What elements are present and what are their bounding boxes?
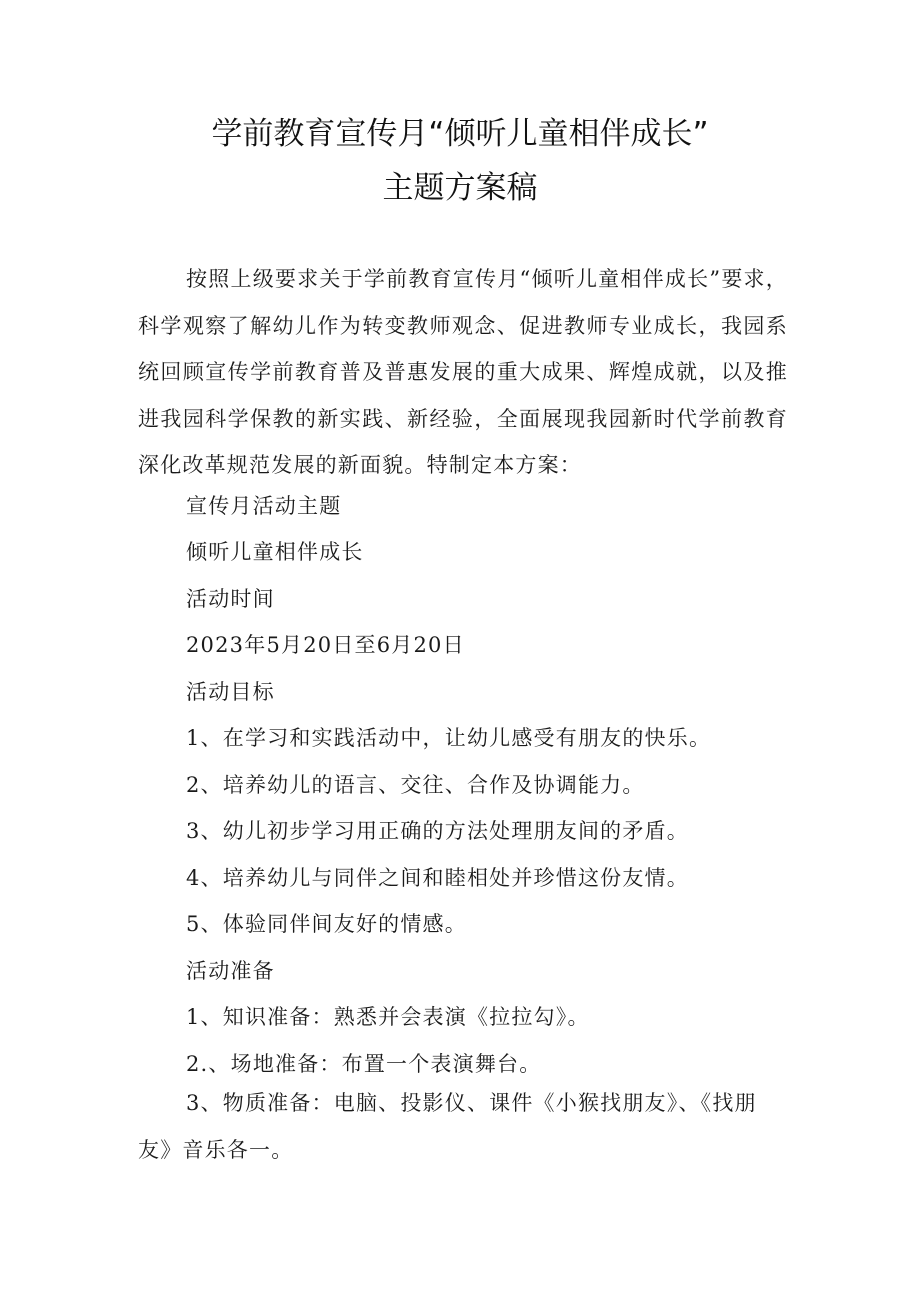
prep-heading: 活动准备 xyxy=(186,959,275,983)
goals-heading: 活动目标 xyxy=(186,680,275,704)
goal-item: 2、培养幼儿的语言、交往、合作及协调能力。 xyxy=(186,773,645,797)
goal-item: 4、培养幼儿与同伴之间和睦相处并珍惜这份友情。 xyxy=(186,866,689,890)
goal-item: 5、体验同伴间友好的情感。 xyxy=(186,912,467,936)
time-heading: 活动时间 xyxy=(186,587,275,611)
document-title-line-1: 学前教育宣传月“倾听儿童相伴成长” xyxy=(211,116,709,152)
theme-heading: 宣传月活动主题 xyxy=(186,494,342,518)
theme-value: 倾听儿童相伴成长 xyxy=(186,540,364,564)
prep-item: 1、知识准备：熟悉并会表演《拉拉勾》。 xyxy=(186,1005,590,1029)
intro-paragraph: 按照上级要求关于学前教育宣传月“倾听儿童相伴成长”要求，科学观察了解幼儿作为转变教师观念、促进教师专业成长，我园系统回顾宣传学前教育普及普惠发展的重大成果、辉煌成就，以及推进我园科学保教的新实践、新经验，全面展现我园新时代学前教育深化改革规范发展的新面貌。特制定本方案： xyxy=(138,267,788,477)
time-value: 2023年5月20日至6月20日 xyxy=(186,633,465,657)
goal-item: 3、幼儿初步学习用正确的方法处理朋友间的矛盾。 xyxy=(186,819,689,843)
goal-item: 1、在学习和实践活动中，让幼儿感受有朋友的快乐。 xyxy=(186,726,712,750)
prep-item: 2.、场地准备：布置一个表演舞台。 xyxy=(186,1052,542,1076)
prep-item: 3、物质准备：电脑、投影仪、课件《小猴找朋友》、《找朋友》音乐各一。 xyxy=(138,1091,757,1162)
document-title-line-2: 主题方案稿 xyxy=(382,170,538,206)
